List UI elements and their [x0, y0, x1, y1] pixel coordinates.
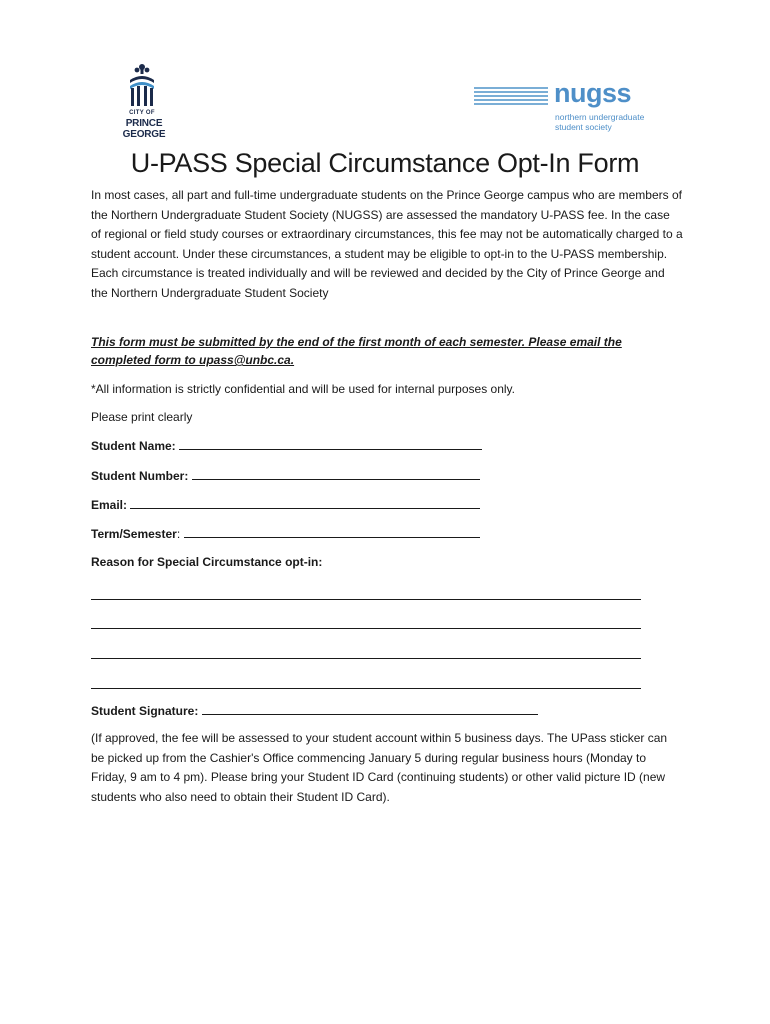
term-label: Term/Semester [91, 527, 177, 541]
submission-notice: This form must be submitted by the end of the first month of each semester. Please email the completed form to upass@unbc.ca. [91, 335, 622, 367]
term-row [91, 525, 480, 541]
city-name: PRINCE GEORGE [122, 118, 166, 140]
approval-note: (If approved, the fee will be assessed to your student account within 5 business days. The UPass sticker can be picked up from the Cashier's Office commencing January 5 during regular business hours (Monday to Friday, 9 am to 4 pm). Please bring your Student ID Card (continuing students) or other valid picture ID (new students who also need to obtain their Student ID Card). [91, 731, 668, 804]
signature-field[interactable] [202, 702, 538, 715]
email-field[interactable] [130, 496, 480, 509]
reason-label: Reason for Special Circumstance opt-in: [91, 555, 323, 569]
term-field[interactable] [184, 525, 480, 538]
city-label: CITY OF [129, 110, 155, 116]
signature-label: Student Signature: [91, 704, 202, 718]
print-clearly-note: Please print clearly [91, 410, 193, 424]
term-colon: : [176, 527, 184, 541]
confidentiality-note: *All information is strictly confidential and will be used for internal purposes only. [91, 382, 515, 396]
student-number-field[interactable] [192, 467, 480, 480]
email-label: Email: [91, 498, 131, 512]
email-row [91, 496, 480, 512]
reason-line-3[interactable] [91, 658, 641, 659]
signature-row [91, 702, 538, 718]
student-name-field[interactable] [179, 437, 482, 450]
student-name-label: Student Name: [91, 439, 180, 453]
city-crest-icon [126, 62, 158, 108]
nugss-logo [474, 78, 674, 136]
nugss-wordmark: nugss [554, 78, 632, 108]
reason-line-4[interactable] [91, 688, 641, 689]
student-number-label: Student Number: [91, 469, 192, 483]
student-name-row [91, 437, 482, 453]
nugss-subtitle-line-2: student society [555, 122, 612, 132]
city-of-prince-george-logo [104, 62, 184, 140]
nugss-stripes-icon [474, 87, 548, 107]
form-title: U-PASS Special Circumstance Opt-In Form [130, 148, 640, 178]
nugss-subtitle [555, 112, 675, 132]
reason-line-1[interactable] [91, 599, 641, 600]
student-number-row [91, 467, 480, 483]
intro-paragraph: In most cases, all part and full-time undergraduate students on the Prince George campus who are members of the Northern Undergraduate Student Society (NUGSS) are assessed the mandatory U-PASS fee. In the case of regional or field study courses or extraordinary circumstances, this fee may not be automatically charged to a student account. Under these circumstances, a student may be eligible to opt-in to the U-PASS membership. Each circumstance is treated individually and will be reviewed and decided by the City of Prince George and the Northern Undergraduate Student Society [91, 188, 683, 300]
reason-line-2[interactable] [91, 628, 641, 629]
nugss-subtitle-line-1: northern undergraduate [555, 112, 645, 122]
